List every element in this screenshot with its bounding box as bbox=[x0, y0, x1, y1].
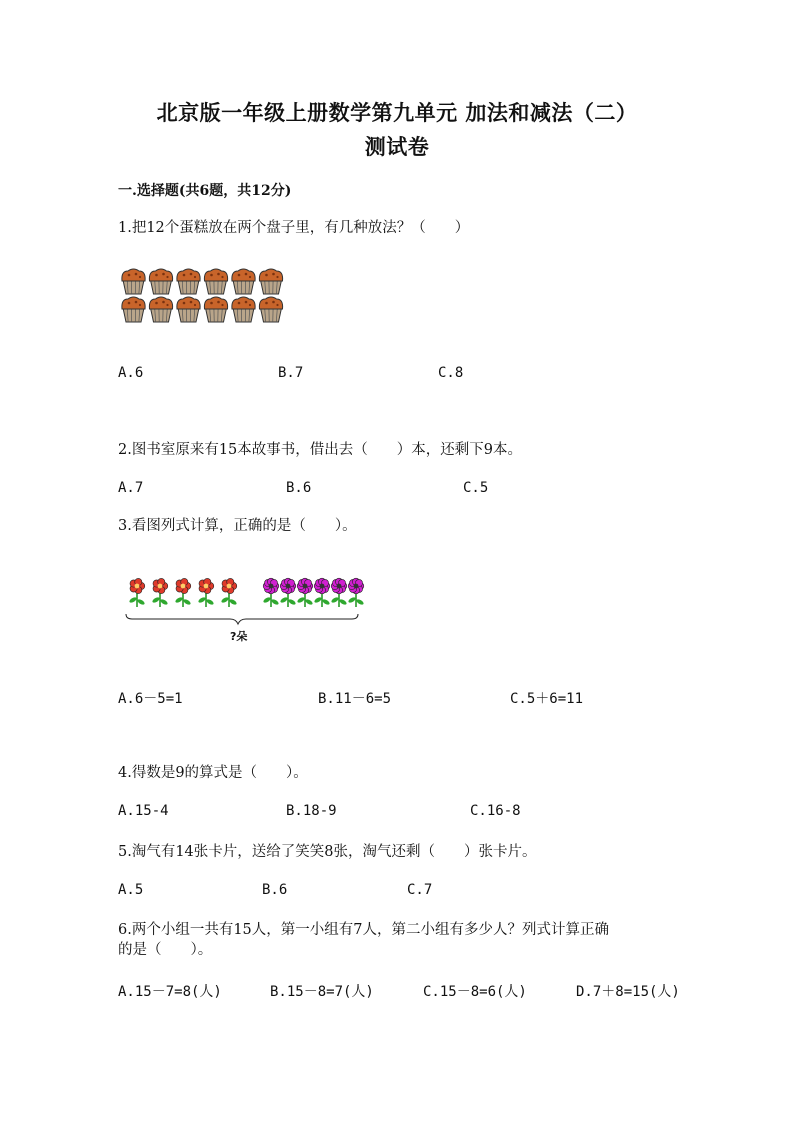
muffin-icon bbox=[204, 297, 227, 322]
q4-option-c[interactable]: C.16-8 bbox=[470, 803, 521, 819]
q5-option-c[interactable]: C.7 bbox=[407, 882, 433, 898]
q3-option-a[interactable]: A.6－5=1 bbox=[118, 691, 183, 707]
purple-flower-icon bbox=[348, 578, 365, 607]
muffin-icon bbox=[177, 297, 200, 322]
q3-option-c[interactable]: C.5＋6=11 bbox=[510, 691, 584, 707]
q1-option-b[interactable]: B.7 bbox=[278, 365, 304, 381]
flowers-figure bbox=[124, 574, 369, 630]
red-flower-icon bbox=[129, 578, 146, 607]
q6-option-a[interactable]: A.15－7=8(人) bbox=[118, 984, 222, 1000]
muffin-icon bbox=[149, 297, 172, 322]
muffin-icon bbox=[232, 297, 255, 322]
purple-flower-icon bbox=[280, 578, 297, 607]
red-flower-icon bbox=[152, 578, 169, 607]
muffin-icon bbox=[122, 269, 145, 294]
q5-option-a[interactable]: A.5 bbox=[118, 882, 144, 898]
question-6-line-2: 的是（ ）。 bbox=[118, 942, 213, 958]
muffin-icon bbox=[204, 269, 227, 294]
q4-option-b[interactable]: B.18-9 bbox=[286, 803, 337, 819]
q3-option-b[interactable]: B.11－6=5 bbox=[318, 691, 392, 707]
q6-option-d[interactable]: D.7＋8=15(人) bbox=[576, 984, 680, 1000]
muffin-icon bbox=[149, 269, 172, 294]
q6-option-c[interactable]: C.15－8=6(人) bbox=[423, 984, 527, 1000]
cakes-figure bbox=[118, 266, 293, 326]
question-2: 2.图书室原来有15本故事书，借出去（ ）本，还剩下9本。 bbox=[118, 442, 523, 458]
muffin-icon bbox=[177, 269, 200, 294]
red-flower-icon bbox=[175, 578, 192, 607]
q1-option-c[interactable]: C.8 bbox=[438, 365, 464, 381]
flowers-total-label: ?朵 bbox=[230, 630, 248, 643]
page-subtitle: 测试卷 bbox=[364, 134, 430, 159]
purple-flower-icon bbox=[331, 578, 348, 607]
purple-flower-icon bbox=[263, 578, 280, 607]
purple-flower-icon bbox=[297, 578, 314, 607]
muffin-icon bbox=[259, 269, 282, 294]
q2-option-a[interactable]: A.7 bbox=[118, 480, 144, 496]
question-4: 4.得数是9的算式是（ ）。 bbox=[118, 765, 308, 781]
muffin-icon bbox=[259, 297, 282, 322]
muffin-icon bbox=[122, 297, 145, 322]
question-5: 5.淘气有14张卡片，送给了笑笑8张，淘气还剩（ ）张卡片。 bbox=[118, 844, 537, 860]
question-1: 1.把12个蛋糕放在两个盘子里，有几种放法？（ ） bbox=[118, 220, 470, 236]
section-heading: 一.选择题(共6题，共12分) bbox=[118, 183, 292, 199]
purple-flower-icon bbox=[314, 578, 331, 607]
q1-option-a[interactable]: A.6 bbox=[118, 365, 144, 381]
page-title: 北京版一年级上册数学第九单元 加法和减法（二） bbox=[156, 100, 638, 125]
red-flower-icon bbox=[198, 578, 215, 607]
q6-option-b[interactable]: B.15－8=7(人) bbox=[270, 984, 374, 1000]
q2-option-b[interactable]: B.6 bbox=[286, 480, 312, 496]
q2-option-c[interactable]: C.5 bbox=[463, 480, 489, 496]
muffin-icon bbox=[232, 269, 255, 294]
question-3: 3.看图列式计算，正确的是（ ）。 bbox=[118, 518, 357, 534]
red-flower-icon bbox=[221, 578, 238, 607]
q5-option-b[interactable]: B.6 bbox=[262, 882, 288, 898]
brace-line bbox=[126, 614, 358, 624]
question-6-line-1: 6.两个小组一共有15人，第一小组有7人，第二小组有多少人？列式计算正确 bbox=[118, 922, 610, 938]
q4-option-a[interactable]: A.15-4 bbox=[118, 803, 169, 819]
